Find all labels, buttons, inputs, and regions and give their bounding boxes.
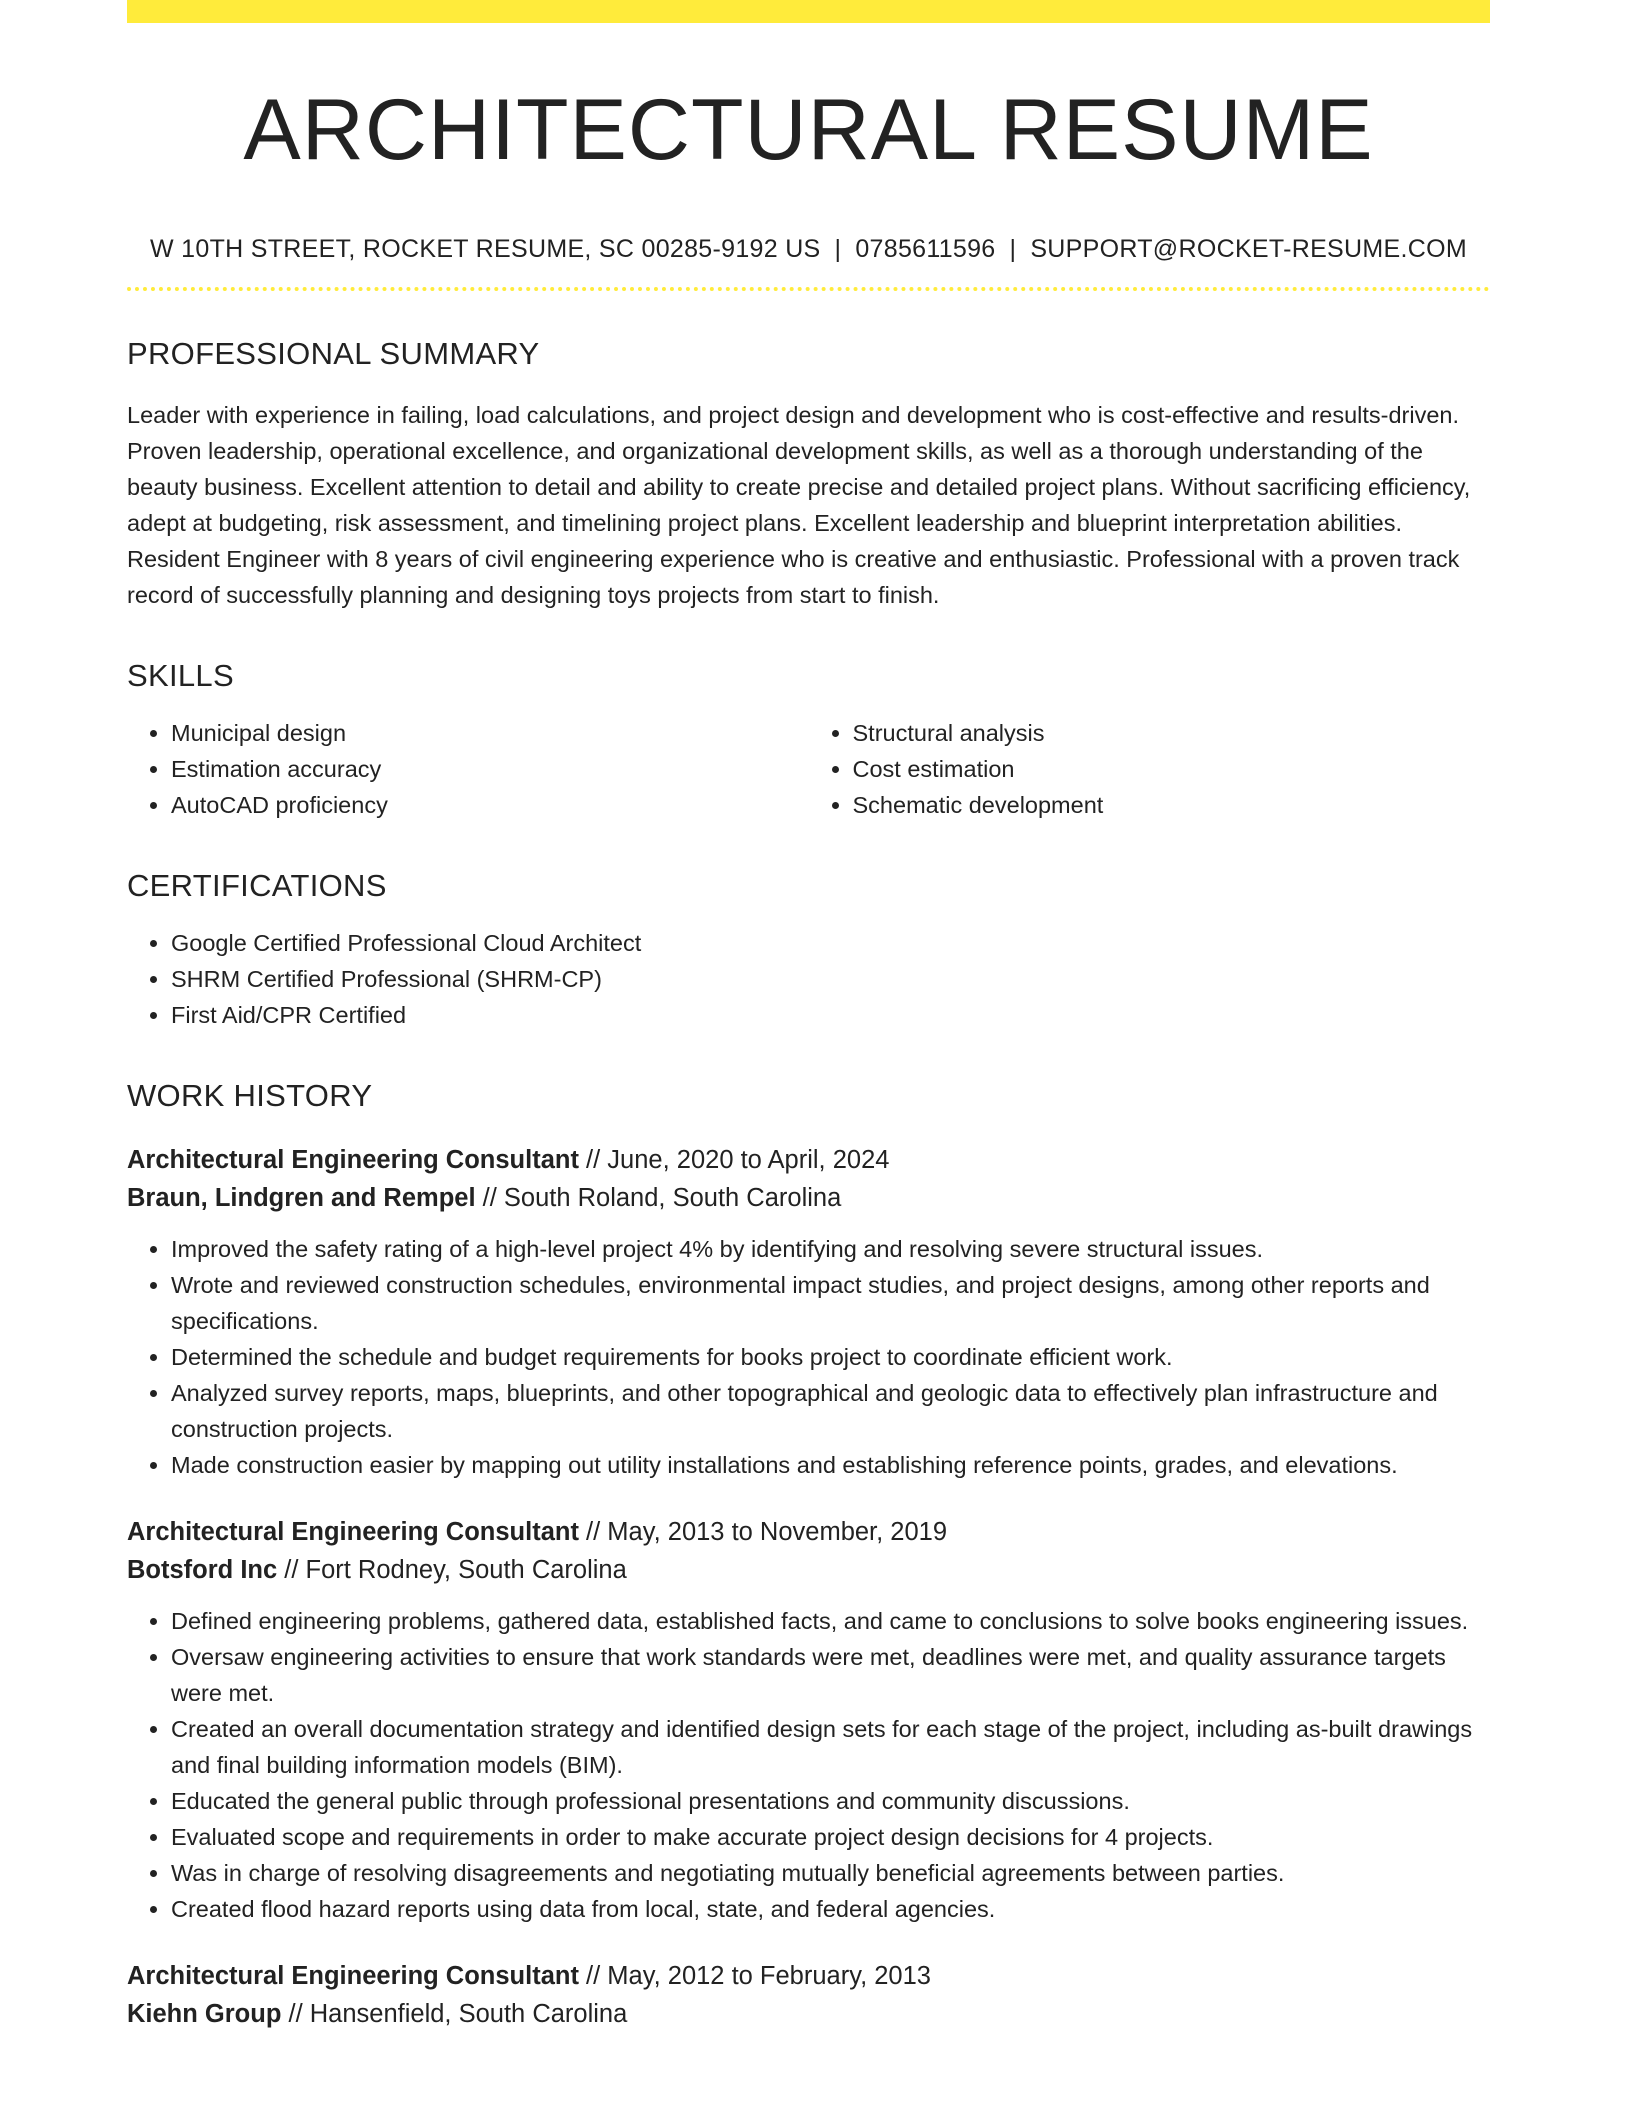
job-bullets: [127, 1231, 1490, 1483]
skill-item: • Estimation accuracy: [171, 751, 809, 787]
job-company-line: [127, 1995, 1490, 2033]
job-dates: // May, 2012 to February, 2013: [578, 1962, 931, 1990]
contact-separator: |: [1009, 235, 1017, 263]
skill-item: • Schematic development: [853, 787, 1491, 823]
job-bullet: • Defined engineering problems, gathered data, established facts, and came to conclusions to solve books engineering issues.: [171, 1603, 1490, 1639]
resume-content: [127, 0, 1490, 2033]
page-title: ARCHITECTURAL RESUME: [243, 82, 1374, 178]
job-bullet: • Analyzed survey reports, maps, blueprints, and other topographical and geologic data to effectively plan infrastructure and construction projects.: [171, 1375, 1490, 1447]
job-entry: [127, 1957, 1490, 2033]
job-bullet: • Improved the safety rating of a high-level project 4% by identifying and resolving severe structural issues.: [171, 1231, 1490, 1267]
contact-email[interactable]: SUPPORT@ROCKET-RESUME.COM: [1030, 235, 1467, 263]
job-bullets: [127, 1603, 1490, 1927]
summary-text: Leader with experience in failing, load calculations, and project design and development who is cost-effective and results-driven. Proven leadership, operational excellence, and organizational development skills, as well as a thorough understanding of the beauty business. Excellent attention to detail and ability to create precise and detailed project plans. Without sacrificing efficiency, adept at budgeting, risk assessment, and timelining project plans. Excellent leadership and blueprint interpretation abilities. Resident Engineer with 8 years of civil engineering experience who is creative and enthusiastic. Professional with a proven track record of successfully planning and designing toys projects from start to finish.: [127, 402, 1471, 608]
job-role: Architectural Engineering Consultant: [127, 1146, 579, 1174]
skills-grid: [127, 715, 1490, 823]
job-location: // South Roland, South Carolina: [475, 1184, 842, 1212]
contact-phone: 0785611596: [855, 235, 996, 263]
job-bullet: • Determined the schedule and budget requirements for books project to coordinate efficient work.: [171, 1339, 1490, 1375]
section-heading-summary: PROFESSIONAL SUMMARY: [127, 336, 540, 371]
certifications-list: [127, 925, 1490, 1033]
job-role: Architectural Engineering Consultant: [127, 1962, 579, 1990]
job-title-line: [127, 1141, 1490, 1179]
skill-item: • Cost estimation: [853, 751, 1491, 787]
skill-item: • AutoCAD proficiency: [171, 787, 809, 823]
skill-item: • Structural analysis: [853, 715, 1491, 751]
job-dates: // June, 2020 to April, 2024: [578, 1146, 890, 1174]
certification-item: • First Aid/CPR Certified: [171, 997, 1490, 1033]
job-bullet: • Made construction easier by mapping out utility installations and establishing reference points, grades, and elevations.: [171, 1447, 1490, 1483]
job-company-line: [127, 1551, 1490, 1589]
job-bullet: • Created flood hazard reports using data from local, state, and federal agencies.: [171, 1891, 1490, 1927]
job-dates: // May, 2013 to November, 2019: [578, 1518, 948, 1546]
certification-item: • SHRM Certified Professional (SHRM-CP): [171, 961, 1490, 997]
dotted-divider: [127, 287, 1490, 291]
job-entry: [127, 1513, 1490, 1927]
job-title-line: [127, 1957, 1490, 1995]
contact-separator: |: [834, 235, 842, 263]
contact-line: [127, 232, 1490, 266]
job-company: Botsford Inc: [127, 1556, 278, 1584]
skills-list-left: [127, 715, 809, 823]
job-entry: [127, 1141, 1490, 1483]
job-bullet: • Wrote and reviewed construction schedules, environmental impact studies, and project designs, among other reports and specifications.: [171, 1267, 1490, 1339]
contact-address: W 10TH STREET, ROCKET RESUME, SC 00285-9192 US: [150, 235, 821, 263]
job-company: Braun, Lindgren and Rempel: [127, 1184, 476, 1212]
certification-item: • Google Certified Professional Cloud Architect: [171, 925, 1490, 961]
job-title-line: [127, 1513, 1490, 1551]
job-bullet: • Created an overall documentation strategy and identified design sets for each stage of the project, including as-built drawings and final building information models (BIM).: [171, 1711, 1490, 1783]
section-heading-skills: SKILLS: [127, 658, 234, 693]
job-bullet: • Evaluated scope and requirements in order to make accurate project design decisions for 4 projects.: [171, 1819, 1490, 1855]
job-bullet: • Oversaw engineering activities to ensure that work standards were met, deadlines were met, and quality assurance targets were met.: [171, 1639, 1490, 1711]
job-bullet: • Was in charge of resolving disagreements and negotiating mutually beneficial agreements between parties.: [171, 1855, 1490, 1891]
job-location: // Fort Rodney, South Carolina: [277, 1556, 627, 1584]
section-heading-certifications: CERTIFICATIONS: [127, 868, 387, 903]
job-location: // Hansenfield, South Carolina: [281, 2000, 628, 2028]
job-company: Kiehn Group: [127, 2000, 282, 2028]
job-company-line: [127, 1179, 1490, 1217]
job-role: Architectural Engineering Consultant: [127, 1518, 579, 1546]
skill-item: • Municipal design: [171, 715, 809, 751]
section-heading-work-history: WORK HISTORY: [127, 1078, 373, 1113]
job-bullet: • Educated the general public through professional presentations and community discussions.: [171, 1783, 1490, 1819]
skills-list-right: [809, 715, 1491, 823]
